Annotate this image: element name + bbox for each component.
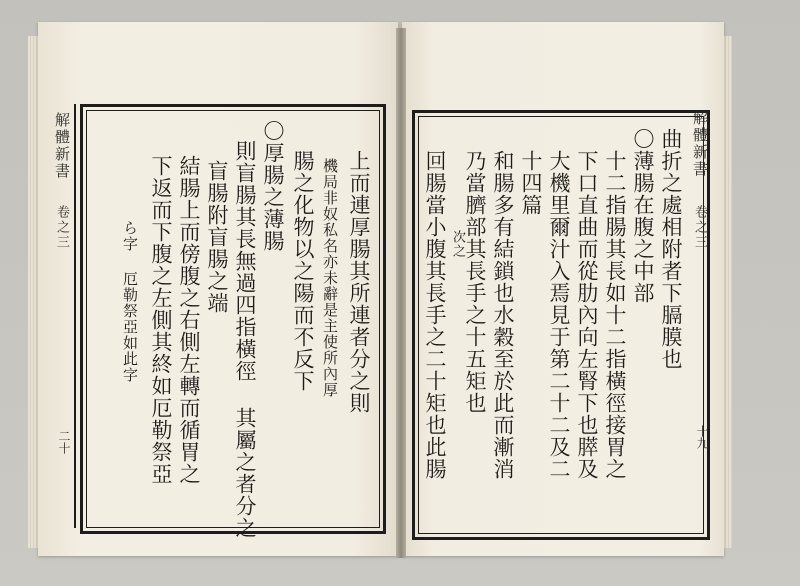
left-column-6: 盲腸附盲腸之端 xyxy=(205,160,229,314)
right-column-10: 回腸當小腹其長手之二十矩也此腸 xyxy=(423,150,447,480)
right-column-4: 下口直曲而從肋內向左腎下也膵及 xyxy=(575,150,599,480)
right-column-8: 乃當臍部其長手之十五矩也 xyxy=(463,150,487,414)
right-column-2: 〇薄腸在腹之中部 xyxy=(631,128,655,304)
right-column-7: 和腸多有結鎖也水穀至於此而漸消 xyxy=(491,150,515,480)
right-column-3: 十二指腸其長如十二指橫徑接胃之 xyxy=(603,150,627,480)
left-title-band: 解體新書 xyxy=(53,112,71,180)
left-column-7: 結腸上而傍腹之右側左轉而循胃之 xyxy=(177,155,201,485)
right-page-number: 十九 xyxy=(695,425,709,449)
left-column-3: 腸之化物以之陽而不反下 xyxy=(291,150,315,392)
left-column-5: 則盲腸其長無過四指橫徑 其屬之者分之 xyxy=(233,140,257,539)
left-column-4: 〇厚腸之薄腸 xyxy=(261,120,285,252)
right-column-6: 十四篇 xyxy=(519,150,543,216)
book-gutter xyxy=(396,28,406,558)
left-column-1: 上而連厚腸其所連者分之則 xyxy=(347,150,371,414)
left-column-9: ら字 厄勒祭亞如此字 xyxy=(121,220,139,383)
left-column-8: 下返而下腹之左側其終如厄勒祭亞 xyxy=(149,155,173,485)
left-column-2: 機局非奴私名亦未辭是主使所內厚 xyxy=(321,158,339,398)
right-volume-label: 卷之三 xyxy=(692,205,707,250)
right-column-9: 次之 xyxy=(450,230,465,258)
right-column-1: 曲折之處相附者下膈膜也 xyxy=(659,128,683,370)
left-volume-label: 卷之三 xyxy=(54,205,69,250)
right-column-5: 大機里爾汁入焉見于第二十二及二 xyxy=(547,150,571,480)
left-page-number: 二十 xyxy=(57,430,71,454)
left-outer-rule xyxy=(74,104,76,528)
right-title-band: 解體新書 xyxy=(691,110,709,178)
